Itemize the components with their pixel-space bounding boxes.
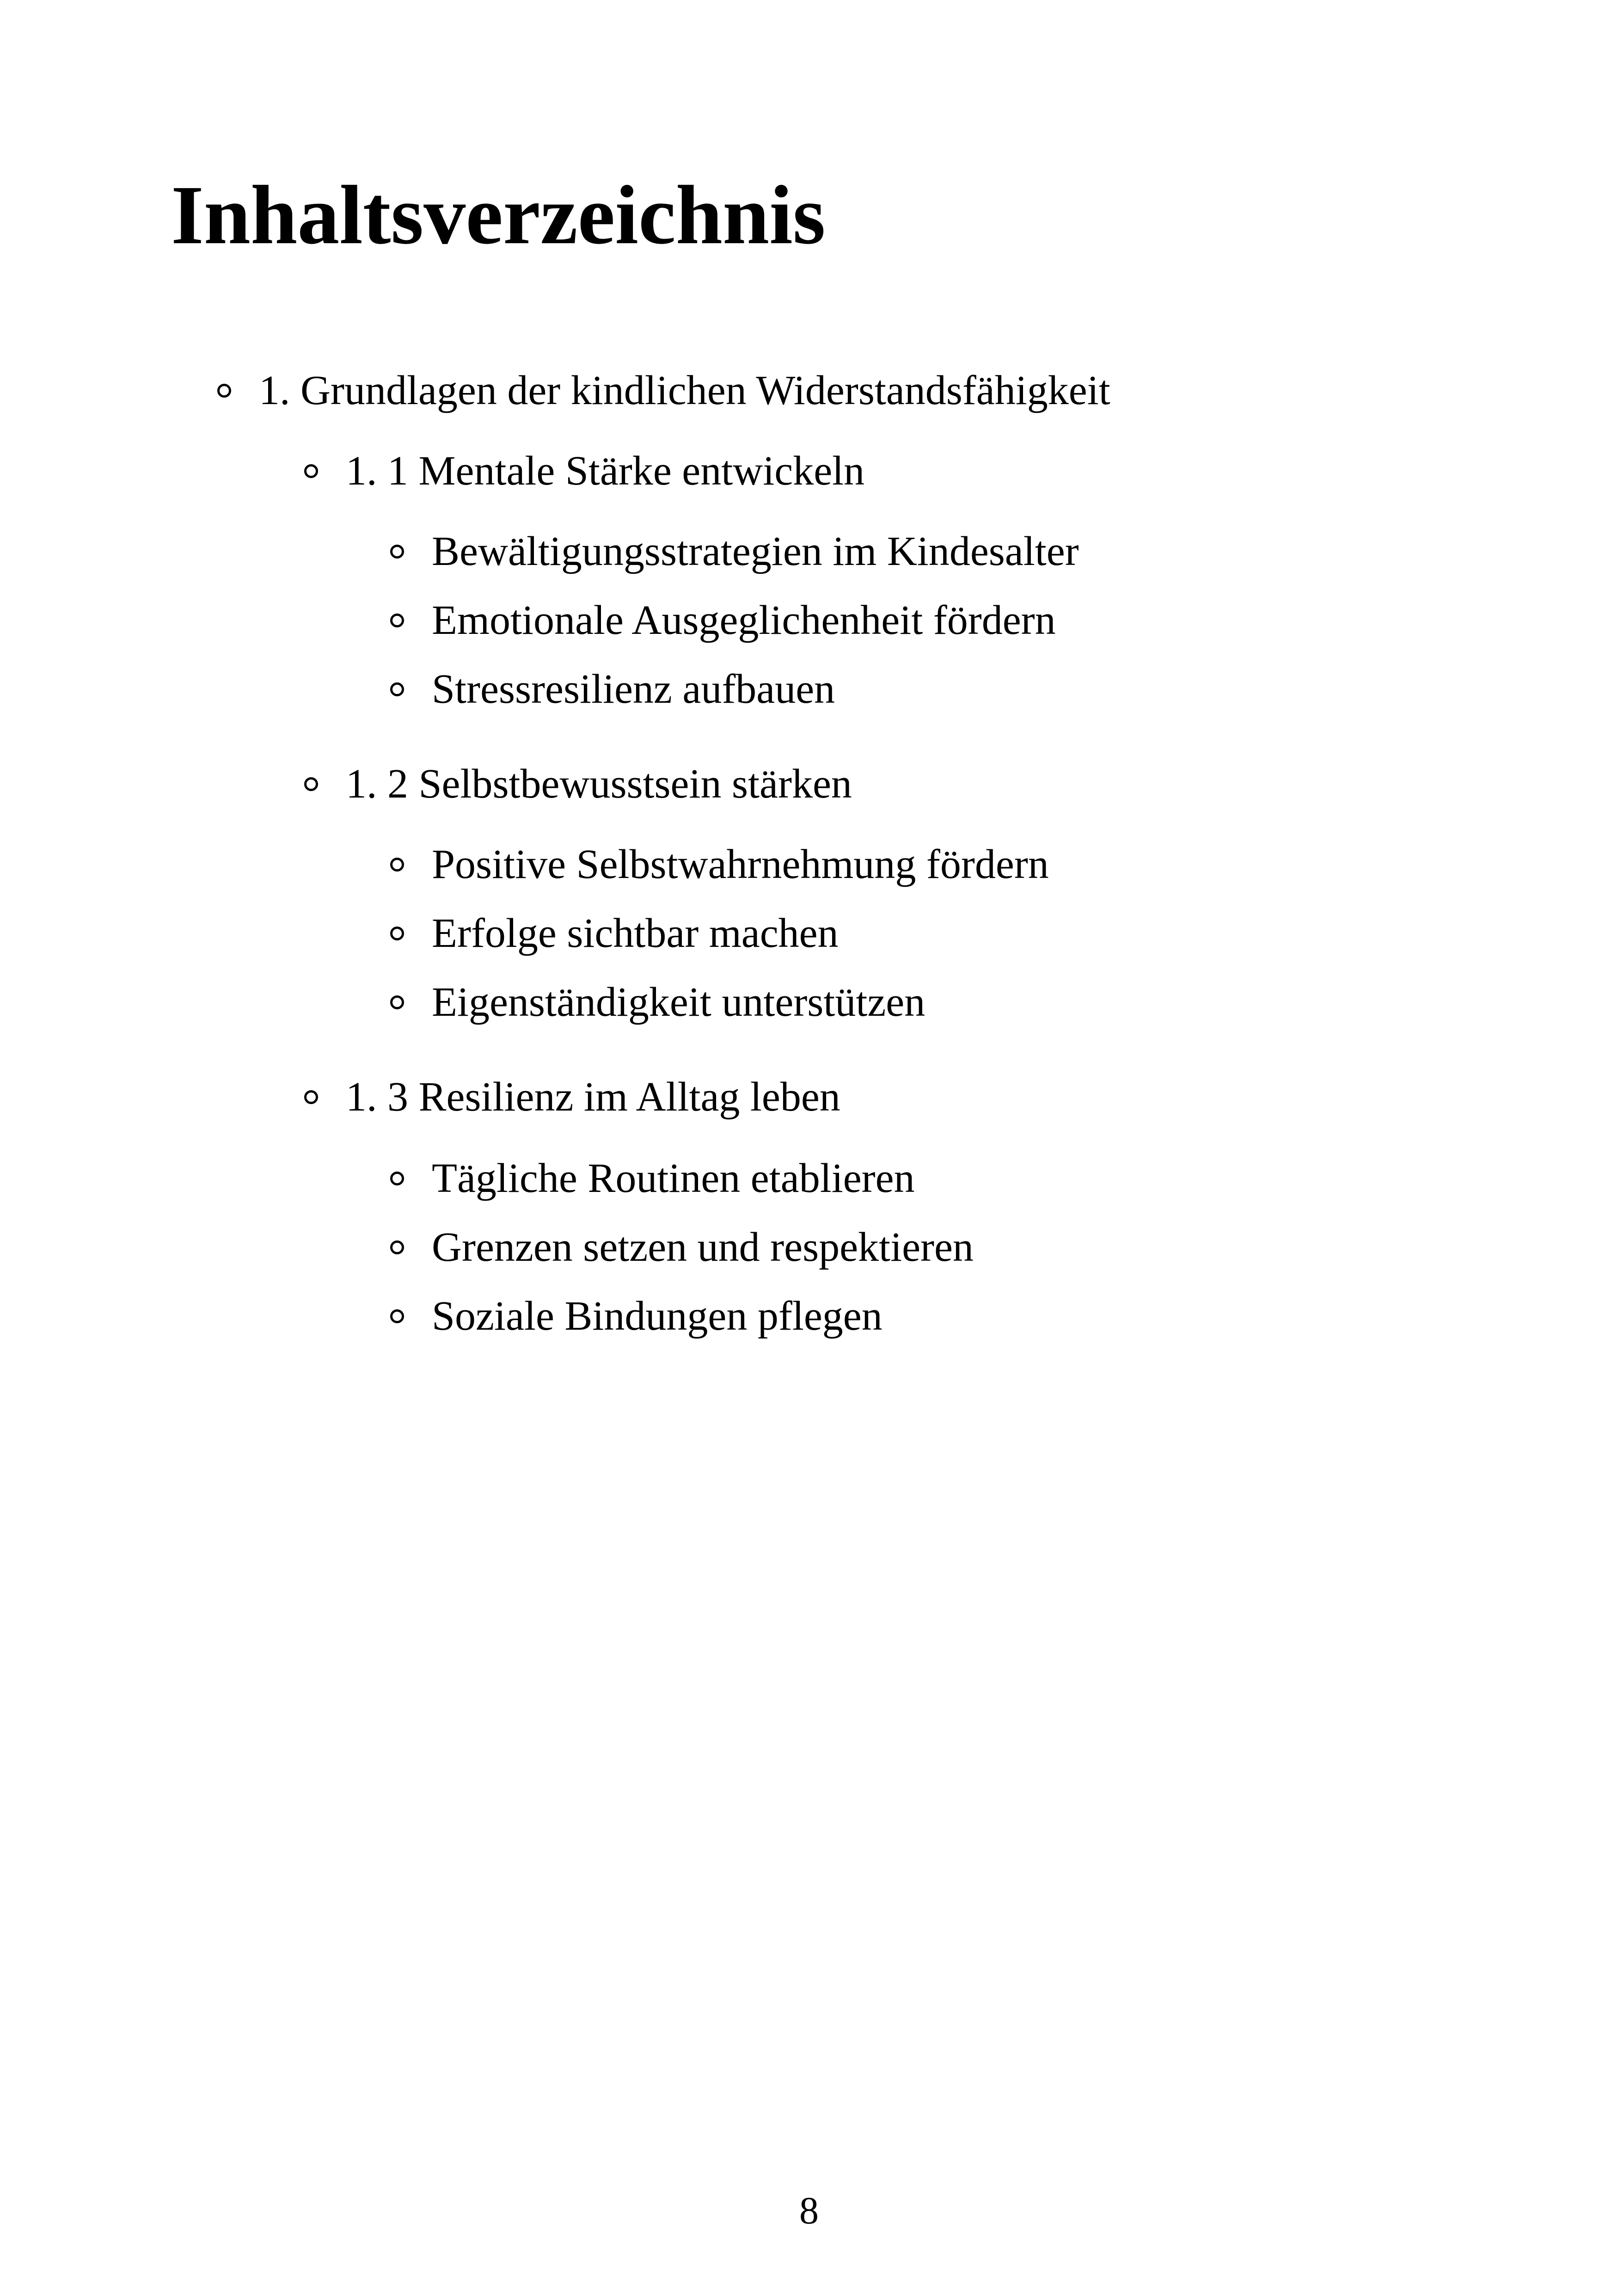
- circle-bullet-icon: [390, 1309, 404, 1323]
- toc-section-label: 1. 2 Selbstbewusstsein stärken: [346, 761, 852, 807]
- page-number: 8: [799, 2189, 819, 2232]
- toc-section-label: 1. 1 Mentale Stärke entwickeln: [346, 448, 865, 494]
- page-title: Inhaltsverzeichnis: [171, 169, 826, 262]
- toc-subitem-label: Soziale Bindungen pflegen: [432, 1293, 883, 1339]
- toc-subitem-label: Eigenständigkeit unterstützen: [432, 979, 925, 1025]
- toc-subitem[interactable]: [390, 1224, 974, 1270]
- toc-subitem[interactable]: [390, 841, 1049, 887]
- circle-bullet-icon: [304, 1090, 318, 1104]
- toc-chapter-label: 1. Grundlagen der kindlichen Widerstandsfähigkeit: [259, 368, 1110, 413]
- circle-bullet-icon: [390, 545, 404, 559]
- toc-section-1-1[interactable]: [304, 450, 864, 492]
- circle-bullet-icon: [390, 1240, 404, 1254]
- circle-bullet-icon: [390, 927, 404, 940]
- toc-subitem[interactable]: [390, 528, 1079, 574]
- circle-bullet-icon: [304, 777, 318, 791]
- toc-subitem-label: Tägliche Routinen etablieren: [432, 1155, 915, 1201]
- circle-bullet-icon: [390, 1172, 404, 1185]
- toc-subitem-label: Positive Selbstwahrnehmung fördern: [432, 841, 1049, 887]
- toc-subitem[interactable]: [390, 1155, 915, 1201]
- toc-section-1-3[interactable]: [304, 1076, 840, 1118]
- circle-bullet-icon: [390, 995, 404, 1009]
- circle-bullet-icon: [390, 682, 404, 696]
- circle-bullet-icon: [217, 384, 231, 398]
- toc-subitem[interactable]: [390, 1295, 883, 1337]
- toc-subitem-label: Stressresilienz aufbauen: [432, 666, 835, 712]
- toc-subitem[interactable]: [390, 597, 1056, 643]
- circle-bullet-icon: [390, 858, 404, 872]
- toc-chapter-1[interactable]: [217, 370, 1110, 411]
- toc-section-1-2[interactable]: [304, 763, 852, 805]
- toc-subitem-label: Erfolge sichtbar machen: [432, 910, 839, 956]
- circle-bullet-icon: [304, 464, 318, 478]
- circle-bullet-icon: [390, 614, 404, 627]
- toc-subitem-label: Bewältigungsstrategien im Kindesalter: [432, 528, 1079, 574]
- toc-subitem[interactable]: [390, 979, 925, 1025]
- toc-subitem[interactable]: [390, 666, 835, 712]
- toc-subitem[interactable]: [390, 910, 839, 956]
- toc-subitem-label: Grenzen setzen und respektieren: [432, 1224, 974, 1270]
- toc-subitem-label: Emotionale Ausgeglichenheit fördern: [432, 597, 1056, 643]
- toc-section-label: 1. 3 Resilienz im Alltag leben: [346, 1074, 840, 1120]
